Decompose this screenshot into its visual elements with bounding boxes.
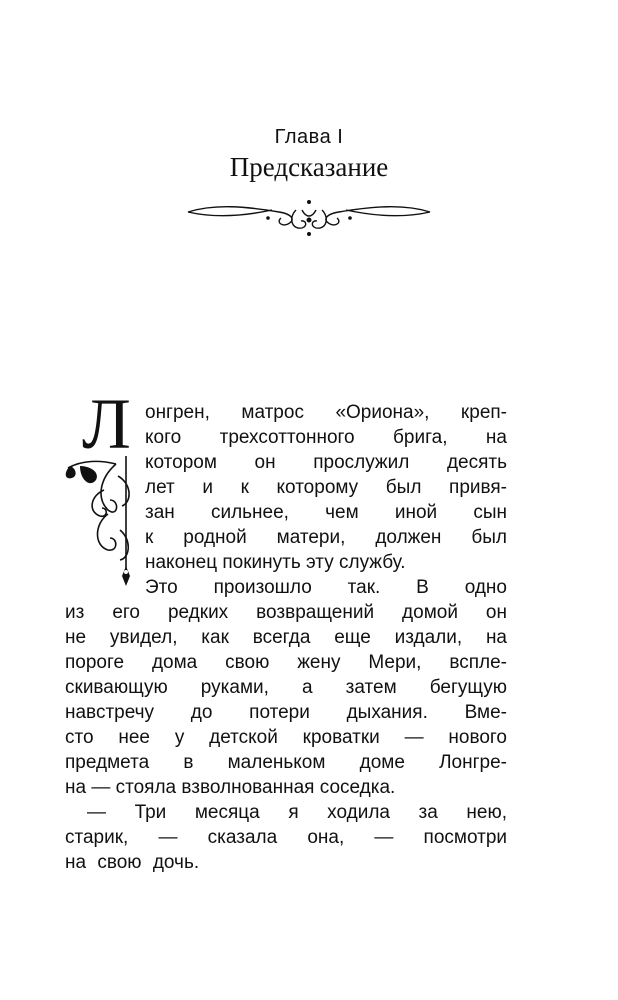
chapter-label: Глава I xyxy=(274,126,344,148)
text-line: на свою дочь. xyxy=(65,852,200,873)
text-line: скивающую руками, а затем бегущую xyxy=(65,677,507,698)
text-line: лет и к которому был привя- xyxy=(145,477,507,498)
text-line: — Три месяца я ходила за нею, xyxy=(87,802,507,823)
ornamental-flourish-icon xyxy=(184,196,434,240)
drop-cap-ornament-icon xyxy=(60,450,140,590)
text-line: онгрен, матрос «Ориона», креп- xyxy=(145,402,507,423)
chapter-title: Предсказание xyxy=(229,152,389,182)
text-line: зан сильнее, чем иной сын xyxy=(145,502,507,523)
text-line: не увидел, как всегда еще издали, на xyxy=(65,627,507,648)
text-line: пороге дома свою жену Мери, вспле- xyxy=(65,652,507,673)
text-line: из его редких возвращений домой он xyxy=(65,602,507,623)
text-line: на — стояла взволнованная соседка. xyxy=(65,777,396,798)
text-line: старик, — сказала она, — посмотри xyxy=(65,827,507,848)
text-line: Это произошло так. В одно xyxy=(145,577,507,598)
text-line: кого трехсоттонного брига, на xyxy=(145,427,507,448)
text-line: наконец покинуть эту службу. xyxy=(145,552,406,573)
text-line: сто нее у детской кроватки — нового xyxy=(65,727,507,748)
text-line: предмета в маленьком доме Лонгре- xyxy=(65,752,507,773)
text-line: навстречу до потери дыхания. Вме- xyxy=(65,702,507,723)
text-line: котором он прослужил десять xyxy=(145,452,507,473)
drop-cap: Л xyxy=(82,384,131,464)
text-line: к родной матери, должен был xyxy=(145,527,507,548)
